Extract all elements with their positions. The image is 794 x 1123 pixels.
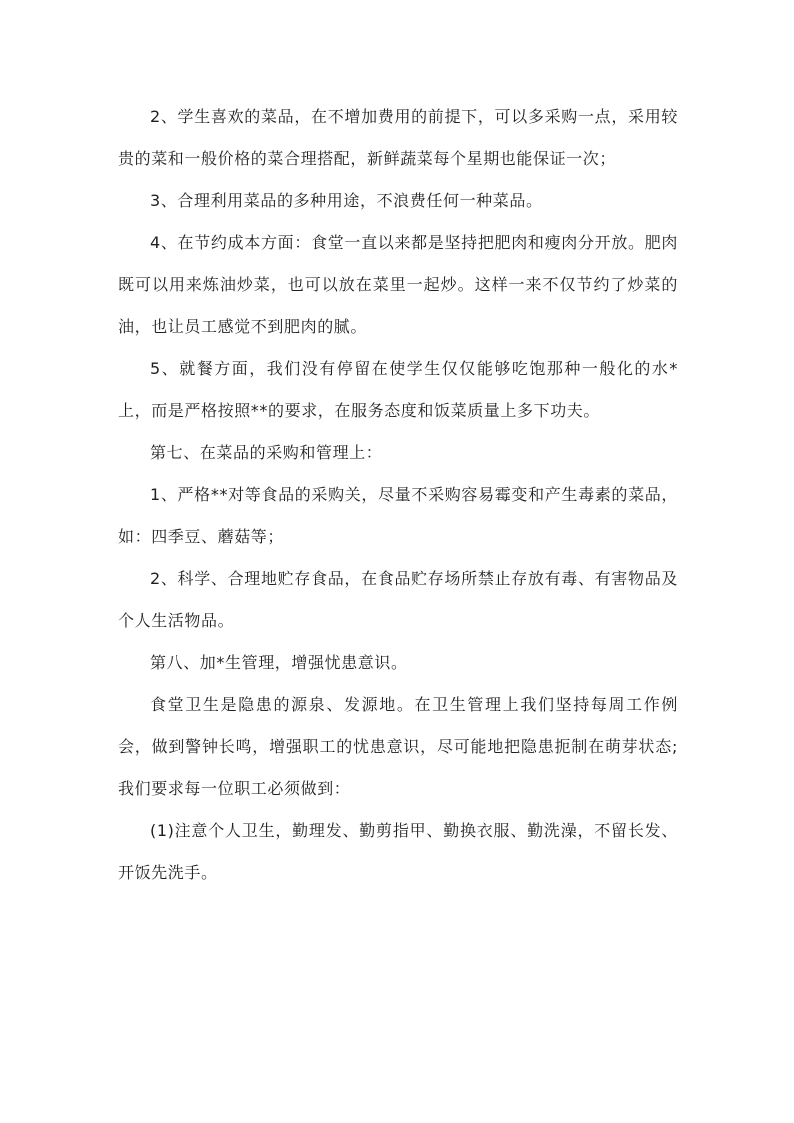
paragraph-food-storage: 2、科学、合理地贮存食品，在食品贮存场所禁止存放有毒、有害物品及个人生活物品。 xyxy=(118,569,678,630)
paragraph-hygiene-management: 食堂卫生是隐患的源泉、发源地。在卫生管理上我们坚持每周工作例会，做到警钟长鸣，增强职工的忧患意识，尽可能地把隐患扼制在萌芽状态;我们要求每一位职工必须做到： xyxy=(118,695,678,798)
heading-section-seven: 第七、在菜品的采购和管理上： xyxy=(150,443,383,462)
paragraph-personal-hygiene: (1)注意个人卫生，勤理发、勤剪指甲、勤换衣服、勤洗澡，不留长发、开饭先洗手。 xyxy=(118,821,678,882)
paragraph-multiple-uses: 3、合理利用菜品的多种用途，不浪费任何一种菜品。 xyxy=(150,191,543,210)
paragraph-purchasing-popular-dishes: 2、学生喜欢的菜品，在不增加费用的前提下，可以多采购一点，采用较贵的菜和一般价格的菜合理搭配，新鲜蔬菜每个星期也能保证一次； xyxy=(118,107,678,168)
heading-section-eight: 第八、加*生管理，增强忧患意识。 xyxy=(150,653,408,672)
paragraph-cost-saving: 4、在节约成本方面：食堂一直以来都是坚持把肥肉和瘦肉分开放。肥肉既可以用来炼油炒菜，也可以放在菜里一起炒。这样一来不仅节约了炒菜的油，也让员工感觉不到肥肉的腻。 xyxy=(118,233,678,336)
document-body xyxy=(118,96,678,894)
paragraph-dining-service: 5、就餐方面，我们没有停留在使学生仅仅能够吃饱那种一般化的水*上，而是严格按照**的要求，在服务态度和饭菜质量上多下功夫。 xyxy=(118,359,678,420)
paragraph-food-purchasing: 1、严格**对等食品的采购关，尽量不采购容易霉变和产生毒素的菜品，如：四季豆、蘑菇等； xyxy=(118,485,678,546)
